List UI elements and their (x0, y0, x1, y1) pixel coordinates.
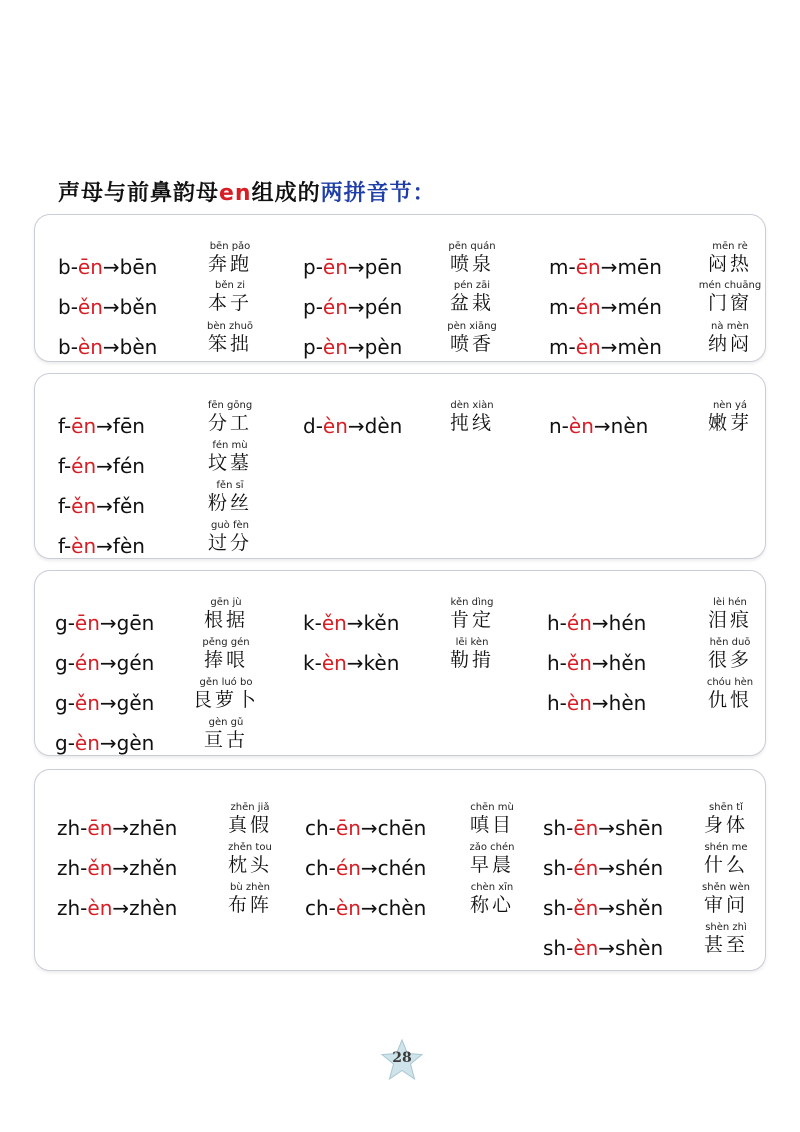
syllable-result: →chèn (360, 896, 427, 920)
word-pinyin: zhěn tou (228, 842, 272, 853)
syllable-initial: h- (547, 691, 567, 715)
syllable-final: ěn (87, 856, 113, 880)
word-pinyin: pěng gén (202, 637, 250, 648)
syllable-result: →bēn (102, 255, 158, 279)
example-word (189, 717, 263, 751)
word-hanzi: 粉丝 (207, 492, 252, 514)
word-hanzi: 盆栽 (449, 292, 494, 314)
syllable-initial: f- (58, 454, 72, 478)
syllable-final: ēn (575, 255, 601, 279)
example-word (213, 802, 287, 836)
word-hanzi: 坟墓 (207, 452, 252, 474)
syllable-result: →hěn (591, 651, 647, 675)
word-hanzi: 布阵 (227, 894, 272, 916)
example-word (435, 597, 509, 631)
syllable-initial: b- (58, 335, 78, 359)
syllable-final: èn (71, 534, 97, 558)
example-word (189, 637, 263, 671)
syllable-result: →běn (102, 295, 158, 319)
syllable-final: èn (335, 896, 361, 920)
syllable-final: én (566, 611, 592, 635)
syllable-initial: f- (58, 414, 72, 438)
syllable-result: →shèn (598, 936, 664, 960)
syllable-final: ěn (566, 651, 592, 675)
word-hanzi: 纳闷 (707, 333, 752, 355)
syllable-final: èn (322, 335, 348, 359)
example-word (435, 241, 509, 275)
example-word (689, 842, 763, 876)
syllable-final: én (74, 651, 100, 675)
example-word (193, 321, 267, 355)
word-pinyin: mēn rè (712, 241, 748, 252)
word-hanzi: 早晨 (469, 854, 514, 876)
page-title (58, 176, 436, 207)
word-hanzi: 奔跑 (207, 253, 252, 275)
syllable-result: →gēn (99, 611, 155, 635)
syllable-final: én (573, 856, 599, 880)
example-word (435, 321, 509, 355)
syllable-final: ěn (71, 494, 97, 518)
syllable-formula (543, 936, 663, 960)
syllable-result: →gèn (99, 731, 155, 755)
word-hanzi: 肯定 (449, 609, 494, 631)
word-pinyin: mén chuāng (698, 280, 762, 291)
word-hanzi: 泪痕 (707, 609, 752, 631)
syllable-final: èn (575, 335, 601, 359)
word-pinyin: zhēn jiǎ (230, 802, 270, 813)
title-part2: en (219, 181, 252, 206)
syllable-final: ěn (74, 691, 100, 715)
title-part3: 组成的 (251, 181, 321, 206)
syllable-initial: h- (547, 611, 567, 635)
syllable-final: ēn (322, 255, 348, 279)
word-pinyin: shén me (704, 842, 748, 853)
word-hanzi: 身体 (703, 814, 748, 836)
example-word (693, 280, 767, 314)
syllable-formula (549, 255, 662, 279)
syllable-result: →zhěn (112, 856, 178, 880)
syllable-formula (547, 651, 646, 675)
syllable-formula (305, 896, 426, 920)
syllable-formula (303, 255, 402, 279)
word-pinyin: zǎo chén (469, 842, 515, 853)
syllable-final: èn (322, 414, 348, 438)
syllable-final: ěn (321, 611, 347, 635)
word-pinyin: lēi kèn (455, 637, 489, 648)
syllable-result: →zhēn (112, 816, 178, 840)
example-word (193, 280, 267, 314)
syllable-formula (55, 651, 154, 675)
word-hanzi: 喷香 (449, 333, 494, 355)
syllable-result: →mēn (600, 255, 662, 279)
word-hanzi: 嗔目 (469, 814, 514, 836)
syllable-final: èn (566, 691, 592, 715)
syllable-final: èn (87, 896, 113, 920)
word-hanzi: 分工 (207, 412, 252, 434)
syllable-final: ēn (74, 611, 100, 635)
example-word (213, 842, 287, 876)
syllable-initial: p- (303, 295, 323, 319)
syllable-formula (58, 255, 157, 279)
word-pinyin: chóu hèn (706, 677, 754, 688)
word-hanzi: 笨拙 (207, 333, 252, 355)
syllable-formula (547, 691, 646, 715)
syllable-initial: g- (55, 691, 75, 715)
example-word (213, 882, 287, 916)
word-hanzi: 门窗 (707, 292, 752, 314)
syllable-result: →fén (96, 454, 145, 478)
syllable-final: én (322, 295, 348, 319)
word-pinyin: guò fèn (211, 520, 249, 531)
example-word (693, 637, 767, 671)
word-pinyin: bēn pǎo (209, 241, 251, 252)
syllable-initial: k- (303, 611, 322, 635)
example-word (693, 597, 767, 631)
syllable-final: ēn (335, 816, 361, 840)
syllable-initial: d- (303, 414, 323, 438)
syllable-initial: sh- (543, 856, 574, 880)
syllable-initial: b- (58, 295, 78, 319)
syllable-initial: p- (303, 255, 323, 279)
syllable-formula (305, 816, 426, 840)
example-word (193, 400, 267, 434)
word-pinyin: shěn wèn (702, 882, 750, 893)
syllable-formula (55, 611, 154, 635)
syllable-result: →shēn (598, 816, 664, 840)
syllable-formula (55, 691, 154, 715)
word-pinyin: fén mù (212, 440, 248, 451)
syllable-formula (57, 816, 177, 840)
syllable-formula (55, 731, 154, 755)
syllable-result: →nèn (593, 414, 649, 438)
example-word (189, 597, 263, 631)
syllable-result: →hèn (591, 691, 647, 715)
syllable-initial: f- (58, 494, 72, 518)
syllable-formula (58, 295, 157, 319)
syllable-initial: ch- (305, 856, 336, 880)
syllable-result: →chén (360, 856, 427, 880)
example-word (689, 882, 763, 916)
syllable-initial: zh- (57, 896, 88, 920)
word-hanzi: 很多 (707, 649, 752, 671)
syllable-final: ěn (573, 896, 599, 920)
syllable-initial: n- (549, 414, 569, 438)
word-pinyin: pēn quán (448, 241, 496, 252)
word-hanzi: 过分 (207, 532, 252, 554)
syllable-initial: m- (549, 295, 576, 319)
word-hanzi: 勒掯 (449, 649, 494, 671)
syllable-final: èn (74, 731, 100, 755)
syllable-initial: g- (55, 731, 75, 755)
word-hanzi: 艮萝卜 (192, 689, 259, 711)
syllable-formula (58, 335, 157, 359)
syllable-initial: sh- (543, 896, 574, 920)
syllable-initial: b- (58, 255, 78, 279)
syllable-formula (58, 454, 145, 478)
syllable-formula (543, 816, 663, 840)
word-pinyin: hěn duō (709, 637, 751, 648)
syllable-result: →hén (591, 611, 647, 635)
syllable-formula (547, 611, 646, 635)
syllable-final: èn (573, 936, 599, 960)
syllable-final: èn (321, 651, 347, 675)
syllable-result: →fěn (96, 494, 145, 518)
word-pinyin: chèn xīn (470, 882, 514, 893)
syllable-result: →pēn (347, 255, 403, 279)
syllable-formula (57, 896, 177, 920)
syllable-final: én (71, 454, 97, 478)
word-pinyin: dèn xiàn (450, 400, 494, 411)
syllable-initial: h- (547, 651, 567, 675)
example-word (193, 440, 267, 474)
word-hanzi: 喷泉 (449, 253, 494, 275)
syllable-initial: m- (549, 255, 576, 279)
syllable-panel-2 (34, 373, 766, 559)
syllable-result: →bèn (102, 335, 158, 359)
syllable-initial: f- (58, 534, 72, 558)
syllable-final: ēn (71, 414, 97, 438)
syllable-final: ēn (573, 816, 599, 840)
syllable-result: →fēn (96, 414, 145, 438)
syllable-formula (549, 335, 662, 359)
syllable-initial: m- (549, 335, 576, 359)
word-pinyin: pén zāi (453, 280, 491, 291)
word-pinyin: gèn gǔ (208, 717, 244, 728)
word-pinyin: nèn yá (712, 400, 748, 411)
syllable-panel-3 (34, 570, 766, 756)
word-hanzi: 亘古 (203, 729, 248, 751)
syllable-result: →pén (347, 295, 403, 319)
syllable-formula (549, 295, 662, 319)
syllable-formula (303, 611, 399, 635)
syllable-result: →chēn (360, 816, 427, 840)
example-word (693, 677, 767, 711)
word-pinyin: bèn zhuō (206, 321, 254, 332)
word-pinyin: pèn xiāng (447, 321, 497, 332)
page-number-text: 28 (392, 1050, 412, 1066)
title-part4: 两拼音节： (320, 181, 436, 206)
example-word (193, 241, 267, 275)
word-hanzi: 枕头 (227, 854, 272, 876)
syllable-final: ěn (77, 295, 103, 319)
syllable-initial: sh- (543, 936, 574, 960)
syllable-initial: zh- (57, 856, 88, 880)
example-word (693, 321, 767, 355)
word-pinyin: kěn dìng (450, 597, 494, 608)
example-word (455, 842, 529, 876)
example-word (193, 480, 267, 514)
word-pinyin: lèi hén (713, 597, 747, 608)
syllable-formula (549, 414, 648, 438)
syllable-initial: k- (303, 651, 322, 675)
syllable-formula (303, 651, 399, 675)
word-pinyin: fěn sī (216, 480, 244, 491)
syllable-result: →kèn (346, 651, 400, 675)
syllable-result: →mén (600, 295, 662, 319)
word-hanzi: 捧哏 (203, 649, 248, 671)
example-word (189, 677, 263, 711)
syllable-formula (57, 856, 177, 880)
example-word (455, 882, 529, 916)
word-hanzi: 真假 (227, 814, 272, 836)
word-pinyin: gěn luó bo (199, 677, 253, 688)
word-hanzi: 审问 (703, 894, 748, 916)
syllable-result: →kěn (346, 611, 400, 635)
word-hanzi: 仇恨 (707, 689, 752, 711)
syllable-formula (58, 534, 145, 558)
example-word (693, 241, 767, 275)
syllable-result: →dèn (347, 414, 403, 438)
syllable-panel-4 (34, 769, 766, 971)
word-pinyin: běn zi (214, 280, 246, 291)
syllable-result: →shěn (598, 896, 664, 920)
word-hanzi: 根据 (203, 609, 248, 631)
syllable-final: èn (568, 414, 594, 438)
syllable-formula (303, 335, 402, 359)
word-pinyin: shèn zhì (705, 922, 747, 933)
word-pinyin: bù zhèn (230, 882, 270, 893)
example-word (435, 637, 509, 671)
example-word (689, 802, 763, 836)
page-number (380, 1038, 424, 1082)
syllable-formula (543, 896, 663, 920)
word-pinyin: nà mèn (711, 321, 749, 332)
syllable-result: →fèn (96, 534, 145, 558)
example-word (193, 520, 267, 554)
syllable-formula (303, 295, 402, 319)
word-pinyin: fēn gōng (207, 400, 253, 411)
syllable-initial: g- (55, 651, 75, 675)
word-pinyin: gēn jù (210, 597, 242, 608)
word-hanzi: 扽线 (449, 412, 494, 434)
word-hanzi: 本子 (207, 292, 252, 314)
syllable-initial: g- (55, 611, 75, 635)
example-word (435, 400, 509, 434)
word-pinyin: shēn tǐ (709, 802, 743, 813)
syllable-initial: p- (303, 335, 323, 359)
syllable-initial: zh- (57, 816, 88, 840)
title-part1: 声母与前鼻韵母 (58, 181, 220, 206)
syllable-result: →gén (99, 651, 155, 675)
syllable-result: →mèn (600, 335, 662, 359)
word-hanzi: 什么 (703, 854, 748, 876)
example-word (689, 922, 763, 956)
syllable-formula (305, 856, 426, 880)
syllable-final: ēn (87, 816, 113, 840)
syllable-formula (58, 414, 145, 438)
syllable-initial: sh- (543, 816, 574, 840)
syllable-final: èn (77, 335, 103, 359)
word-hanzi: 嫩芽 (707, 412, 752, 434)
syllable-result: →zhèn (112, 896, 178, 920)
word-hanzi: 闷热 (707, 253, 752, 275)
word-hanzi: 甚至 (703, 934, 748, 956)
example-word (693, 400, 767, 434)
syllable-result: →gěn (99, 691, 155, 715)
syllable-result: →shén (598, 856, 664, 880)
syllable-panel-1 (34, 214, 766, 362)
word-hanzi: 称心 (469, 894, 514, 916)
syllable-initial: ch- (305, 896, 336, 920)
example-word (455, 802, 529, 836)
syllable-formula (543, 856, 663, 880)
syllable-final: én (335, 856, 361, 880)
syllable-formula (303, 414, 402, 438)
syllable-final: én (575, 295, 601, 319)
syllable-final: ēn (77, 255, 103, 279)
word-pinyin: chēn mù (470, 802, 514, 813)
syllable-formula (58, 494, 145, 518)
syllable-result: →pèn (347, 335, 403, 359)
example-word (435, 280, 509, 314)
syllable-initial: ch- (305, 816, 336, 840)
